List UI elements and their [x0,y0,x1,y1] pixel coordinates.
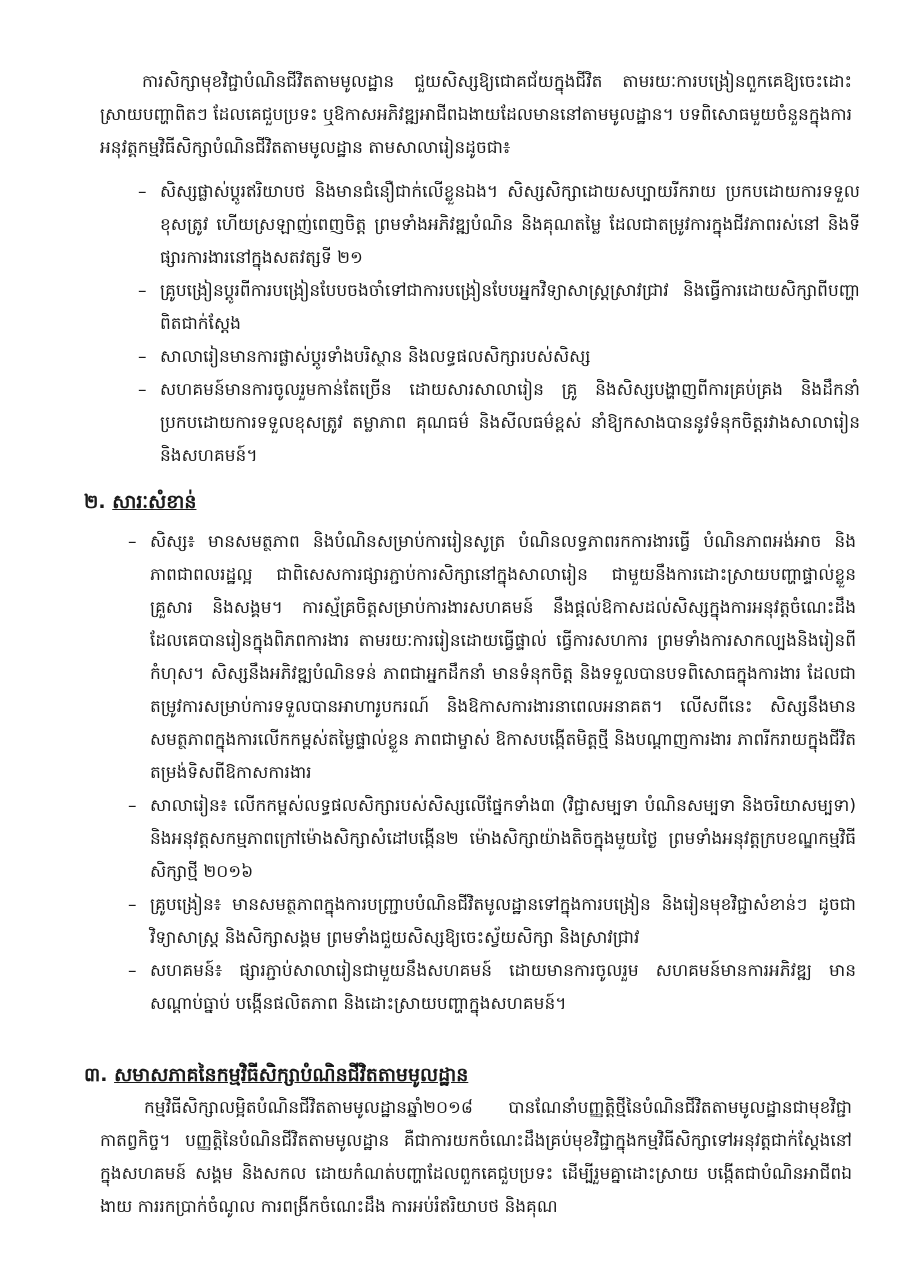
section-3-heading [84,1060,468,1090]
list-item-text: គ្រូបង្រៀន៖ មានសមត្ថភាពក្នុងការបញ្ជ្រាបបំណិនជីវិតមូលដ្ឋានទៅក្នុងការបង្រៀន និងរៀនមុខវិជ្ជាសំខាន់ៗ ដូចជាវិទ្យាសាស្ត្រ និងសិក្សាសង្គម ព្រមទាំងជួយសិស្សឱ្យចេះស្វ័យសិក្សា និងស្រាវជ្រាវ [150,895,856,948]
list-item [128,889,856,955]
outcomes-list [138,176,860,473]
section-2-heading [84,487,196,517]
list-item-text: សហគមន៍មានការចូលរួមកាន់តែច្រើន ដោយសារសាលារៀន គ្រូ និងសិស្សបង្ហាញពីការគ្រប់គ្រង និងដឹកនាំប្រកបដោយការទទួលខុសត្រូវ តម្លាភាព គុណធម៌ និងសីលធម៌ខ្ពស់ នាំឱ្យកសាងបាននូវទំនុកចិត្តរវាងសាលារៀន និងសហគមន៍។ [160,380,860,466]
list-item-text: សាលារៀនមានការផ្លាស់ប្តូរទាំងបរិស្ថាន និងលទ្ធផលសិក្សារបស់សិស្ស [160,347,591,367]
list-item-text: សាលារៀន៖ លើកកម្ពស់លទ្ធផលសិក្សារបស់សិស្សលើផ្នែកទាំង៣ (វិជ្ជាសម្បទា បំណិនសម្បទា និងចរិយាសម្បទា) និងអនុវត្តសកម្មភាពក្រៅម៉ោងសិក្សាសំដៅបង្កើន២ ម៉ោងសិក្សាយ៉ាងតិចក្នុងមួយថ្ងៃ ព្រមទាំងអនុវត្តក្របខណ្ឌកម្មវិធីសិក្សាថ្មី ២០១៦ [150,796,856,882]
list-item [138,176,860,275]
list-item [128,790,856,889]
list-item-text: សិស្សផ្លាស់ប្តូរឥរិយាបថ និងមានជំនឿជាក់លើខ្លួនឯង។ សិស្សសិក្សាដោយសប្បាយរីករាយ ប្រកបដោយការទទួលខុសត្រូវ ហើយស្រឡាញ់ពេញចិត្ត ព្រមទាំងអភិវឌ្ឍបំណិន និងគុណតម្លៃ ដែលជាតម្រូវការក្នុងជីវភាពរស់នៅ និងទីផ្សារការងារនៅក្នុងសតវត្សទី ២១ [160,182,860,268]
importance-list [128,526,857,1021]
list-item-text: សិស្ស៖ មានសមត្ថភាព និងបំណិនសម្រាប់ការរៀនសូត្រ បំណិនលទ្ធភាពរកការងារធ្វើ បំណិនភាពអង់អាច និងភាពជាពលរដ្ឋល្អ ជាពិសេសការផ្សារភ្ជាប់ការសិក្សានៅក្នុងសាលារៀន ជាមួយនឹងការដោះស្រាយបញ្ហាផ្ទាល់ខ្លួន គ្រួសារ និងសង្គម។ ការស្ម័គ្រចិត្តសម្រាប់ការងារសហគមន៍ នឹងផ្តល់ឱកាសដល់សិស្សក្នុងការអនុវត្តចំណេះដឹងដែលគេបានរៀនក្នុងពិភពការងារ តាមរយៈការរៀនដោយធ្វើផ្ទាល់ ធ្វើការសហការ ព្រមទាំងការសាកល្បងនិងរៀនពីកំហុស។ សិស្សនឹងអភិវឌ្ឍបំណិនទន់ ភាពជាអ្នកដឹកនាំ មានទំនុកចិត្ត និងទទួលបានបទពិសោធក្នុងការងារ ដែលជាតម្រូវការសម្រាប់ការទទួលបានអាហារូបករណ៍ និងឱកាសការងារនាពេលអនាគត។ លើសពីនេះ សិស្សនឹងមានសមត្ថភាពក្នុងការលើកកម្ពស់តម្លៃផ្ទាល់ខ្លួន ភាពជាម្ចាស់ ឱកាសបង្កើតមិត្តថ្មី និងបណ្តាញការងារ ភាពរីករាយក្នុងជីវិតតម្រង់ទិសពីឱកាសការងារ [150,532,857,783]
dash-marker: – [128,895,137,915]
section-number: ៣. [84,1064,108,1086]
dash-marker: – [128,796,137,816]
list-item [138,374,860,473]
list-item [138,275,860,341]
list-item-text: គ្រូបង្រៀនប្តូរពីការបង្រៀនបែបចងចាំទៅជាការបង្រៀនបែបអ្នកវិទ្យាសាស្ត្រស្រាវជ្រាវ និងធ្វើការដោយសិក្សាពីបញ្ហាពិតជាក់ស្តែង [160,281,860,334]
section-number: ២. [84,491,106,513]
dash-marker: – [128,532,137,552]
list-item [138,341,860,374]
list-item-text: សហគមន៍៖ ផ្សារភ្ជាប់សាលារៀនជាមួយនឹងសហគមន៍ ដោយមានការចូលរួម សហគមន៍មានការអភិវឌ្ឍ មានសណ្តាប់ធ្នាប់ បង្កើនផលិតភាព និងដោះស្រាយបញ្ហាក្នុងសហគមន៍។ [150,961,856,1014]
intro-paragraph: ការសិក្សាមុខវិជ្ជាបំណិនជីវិតតាមមូលដ្ឋាន ជួយសិស្សឱ្យជោគជ័យក្នុងជីវិត តាមរយៈការបង្រៀនពួកគេឱ្យចេះដោះស្រាយបញ្ហាពិតៗ ដែលគេជួបប្រទះ ឬឱកាសអភិវឌ្ឍអាជីពឯងាយដែលមាននៅតាមមូលដ្ឋាន។ បទពិសោធមួយចំនួនក្នុងការអនុវត្តកម្មវិធីសិក្សាបំណិនជីវិតតាមមូលដ្ឋាន តាមសាលារៀនដូចជា៖ [100,72,852,158]
section-3-paragraph: កម្មវិធីសិក្សាលម្អិតបំណិនជីវិតតាមមូលដ្ឋានឆ្នាំ២០១៨ បានណែនាំបញ្ញត្តិថ្មីនៃបំណិនជីវិតតាមមូលដ្ឋានជាមុខវិជ្ជាកាតព្វកិច្ច។ បញ្ញត្តិនៃបំណិនជីវិតតាមមូលដ្ឋាន គឺជាការយកចំណេះដឹងគ្រប់មុខវិជ្ជាក្នុងកម្មវិធីសិក្សាទៅអនុវត្តជាក់ស្តែងនៅក្នុងសហគមន៍ សង្គម និងសកល ដោយកំណត់បញ្ហាដែលពួកគេជួបប្រទះ ដើម្បីរួមគ្នាដោះស្រាយ បង្កើតជាបំណិនអាជីពឯងាយ ការរកប្រាក់ចំណូល ការពង្រីកចំណេះដឹង ការអប់រំឥរិយាបថ និងគុណ [100,1098,852,1217]
dash-marker: – [138,347,147,367]
dash-marker: – [138,281,147,301]
section-title: សារៈសំខាន់ [112,491,197,513]
dash-marker: – [138,380,147,400]
section-title: សមាសភាគនៃកម្មវិធីសិក្សាបំណិនជីវិតតាមមូលដ្ឋាន [114,1064,469,1086]
dash-marker: – [128,961,137,981]
list-item [128,526,857,790]
dash-marker: – [138,182,147,202]
list-item [128,955,856,1021]
